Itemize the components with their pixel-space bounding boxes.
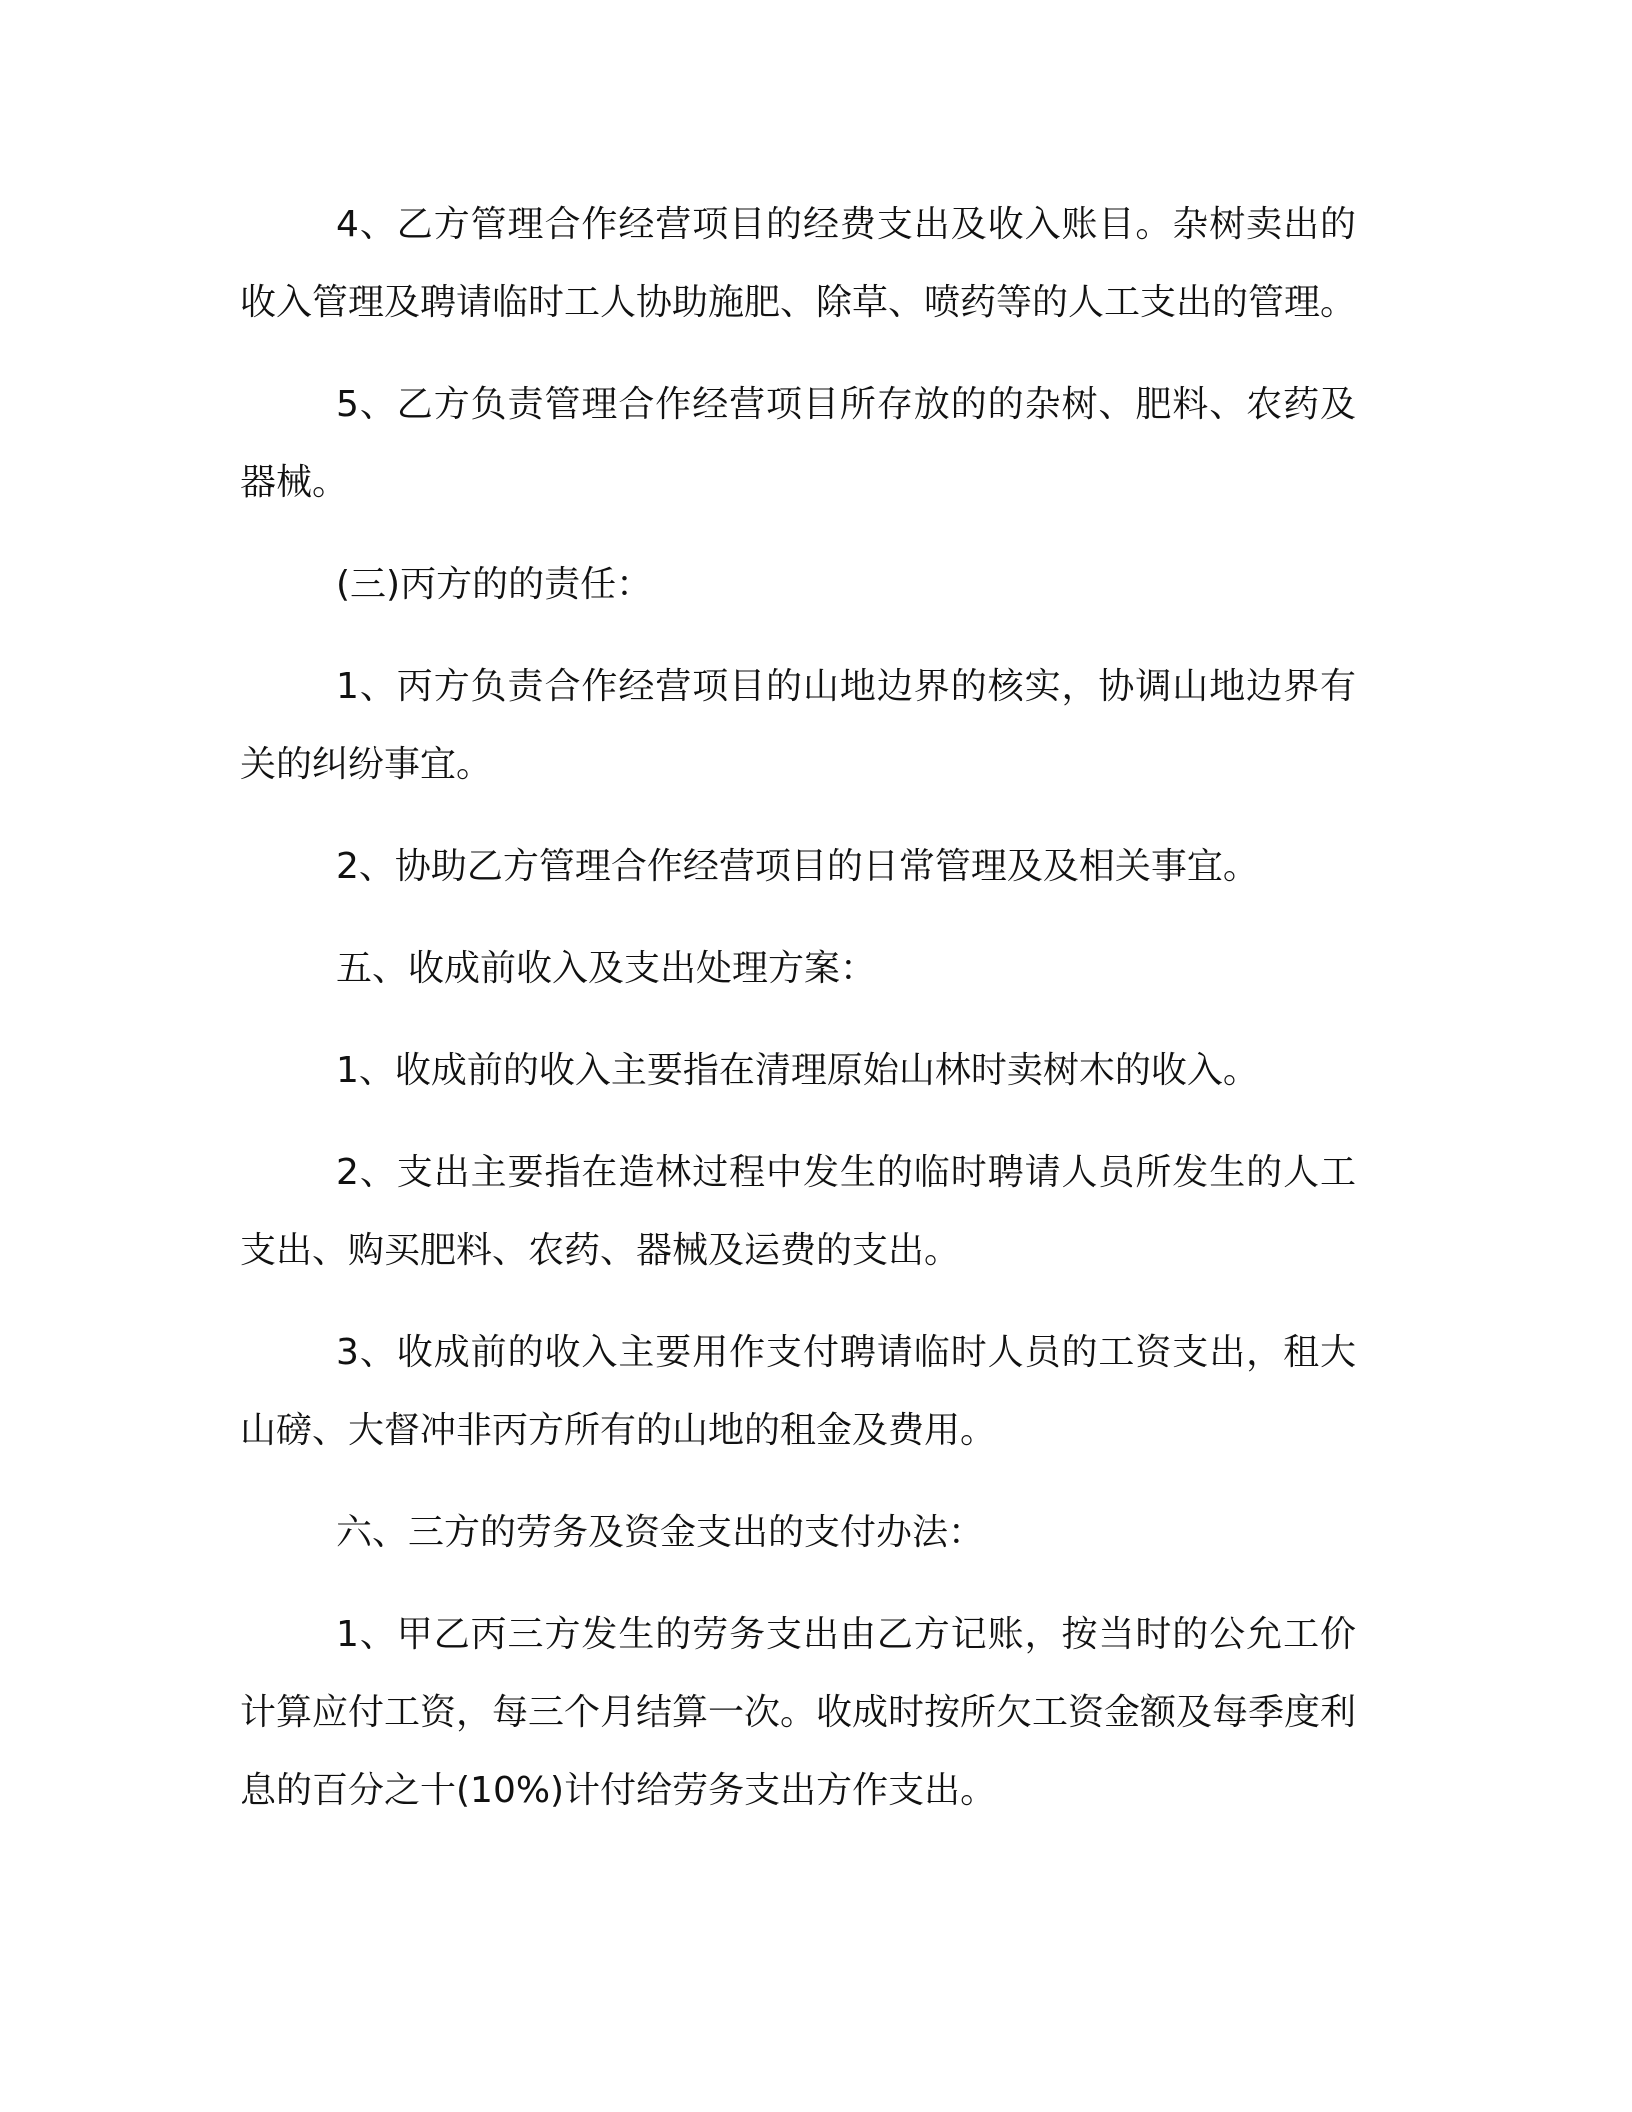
paragraph-party-c-2: 2、协助乙方管理合作经营项目的日常管理及及相关事宜。 — [336, 846, 1259, 887]
paragraph-pre-harvest-3: 3、收成前的收入主要用作支付聘请临时人员的工资支出，租大山磅、大督冲非丙方所有的山地的租金及费用。 — [240, 1332, 1356, 1451]
paragraph-item-4-accounts: 4、乙方管理合作经营项目的经费支出及收入账目。杂树卖出的收入管理及聘请临时工人协助施肥、除草、喷药等的人工支出的管理。 — [240, 204, 1357, 323]
paragraph-pre-harvest-1: 1、收成前的收入主要指在清理原始山林时卖树木的收入。 — [336, 1050, 1259, 1091]
section-heading-payment-methods: 六、三方的劳务及资金支出的支付办法： — [336, 1512, 985, 1553]
paragraph-item-5-storage: 5、乙方负责管理合作经营项目所存放的的杂树、肥料、农药及器械。 — [240, 384, 1356, 503]
paragraph-payment-1: 1、甲乙丙三方发生的劳务支出由乙方记账，按当时的公允工价计算应付工资，每三个月结算一次。收成时按所欠工资金额及每季度利息的百分之十(10%)计付给劳务支出方作支出。 — [240, 1614, 1357, 1811]
paragraph-party-c-1: 1、丙方负责合作经营项目的山地边界的核实，协调山地边界有关的纠纷事宜。 — [240, 666, 1356, 785]
paragraph-pre-harvest-2: 2、支出主要指在造林过程中发生的临时聘请人员所发生的人工支出、购买肥料、农药、器械及运费的支出。 — [240, 1152, 1356, 1271]
document-body — [240, 186, 1356, 1854]
section-heading-party-c-duties: (三)丙方的的责任： — [336, 564, 653, 605]
section-heading-pre-harvest: 五、收成前收入及支出处理方案： — [336, 948, 877, 989]
